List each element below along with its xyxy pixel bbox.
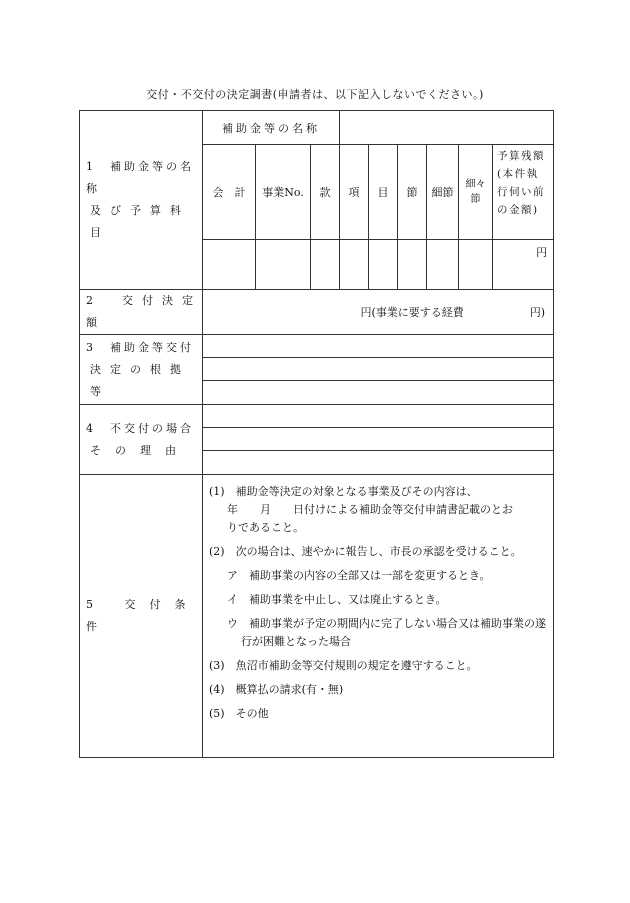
header-kan: 款 [311, 145, 340, 240]
value-saisetsu[interactable] [427, 240, 459, 290]
condition-2b: イ 補助事業を中止し、又は廃止するとき。 [227, 593, 447, 606]
condition-1-line2: 年 月 日付けによる補助金等交付申請書記載のとお [227, 503, 513, 516]
value-saisai-setsu[interactable] [459, 240, 493, 290]
header-saisai-setsu [459, 145, 493, 240]
value-budget-remaining[interactable]: 円 [493, 240, 554, 290]
reason-label-line1: 4 不交付の場合 [86, 421, 194, 435]
condition-3: (3) 魚沼市補助金等交付規則の規定を遵守すること。 [209, 659, 478, 672]
header-kou: 項 [340, 145, 369, 240]
reason-line[interactable] [203, 405, 553, 428]
page-title: 交付・不交付の決定調書(申請者は、以下記入しないでください。) [146, 88, 484, 101]
basis-label-line2: 決定の根拠等 [90, 362, 190, 398]
header-saisai-line2: 節 [470, 194, 481, 205]
condition-2a: ア 補助事業の内容の全部又は一部を変更するとき。 [227, 569, 491, 582]
reason-lines[interactable] [203, 405, 554, 475]
condition-2: (2) 次の場合は、速やかに報告し、市長の承認を受けること。 [209, 545, 522, 558]
condition-1: (1) 補助金等決定の対象となる事業及びその内容は、 [209, 485, 478, 498]
basis-line[interactable] [203, 381, 553, 404]
condition-1-line3: りであること。 [227, 521, 304, 534]
basis-line[interactable] [203, 335, 553, 358]
reason-line[interactable] [203, 428, 553, 451]
value-setsu[interactable] [398, 240, 427, 290]
header-setsu: 節 [398, 145, 427, 240]
subsidy-name-label: 補助金等の名称 [203, 111, 340, 145]
value-moku[interactable] [369, 240, 398, 290]
reason-line[interactable] [203, 451, 553, 474]
value-kou[interactable] [340, 240, 369, 290]
reason-label [80, 405, 203, 475]
budget-item-label-line2: 及び予算科目 [90, 204, 190, 239]
budget-item-label [80, 111, 203, 290]
conditions-content [203, 475, 554, 758]
conditions-label-text: 5 交付条件 [86, 598, 200, 633]
header-saisai-line1: 細々 [465, 179, 486, 190]
decision-amount-label: 2 交付決定額 [80, 290, 203, 335]
budget-item-label-line1: 1 補助金等の名称 [86, 160, 194, 195]
header-budget-remaining: 予算残額(本件執行伺い前の金額) [493, 145, 554, 240]
value-kan[interactable] [311, 240, 340, 290]
reason-label-line2: その理由 [90, 443, 190, 457]
basis-label-line1: 3 補助金等交付 [86, 340, 194, 354]
header-kaikei: 会 計 [203, 145, 256, 240]
decision-form-table [79, 110, 554, 758]
header-jigyo-no: 事業No. [256, 145, 311, 240]
value-jigyo-no[interactable] [256, 240, 311, 290]
header-moku: 目 [369, 145, 398, 240]
condition-5: (5) その他 [209, 707, 269, 720]
basis-line[interactable] [203, 358, 553, 381]
condition-4: (4) 概算払の請求(有・無) [209, 683, 344, 696]
conditions-label [80, 475, 203, 758]
condition-2c: ウ 補助事業が予定の期間内に完了しない場合又は補助事業の遂行が困難となった場合 [227, 617, 546, 648]
basis-label [80, 335, 203, 405]
decision-amount-field[interactable]: 円(事業に要する経費 円) [203, 290, 554, 335]
subsidy-name-field[interactable] [340, 111, 554, 145]
value-kaikei[interactable] [203, 240, 256, 290]
basis-lines[interactable] [203, 335, 554, 405]
header-saisetsu: 細節 [427, 145, 459, 240]
